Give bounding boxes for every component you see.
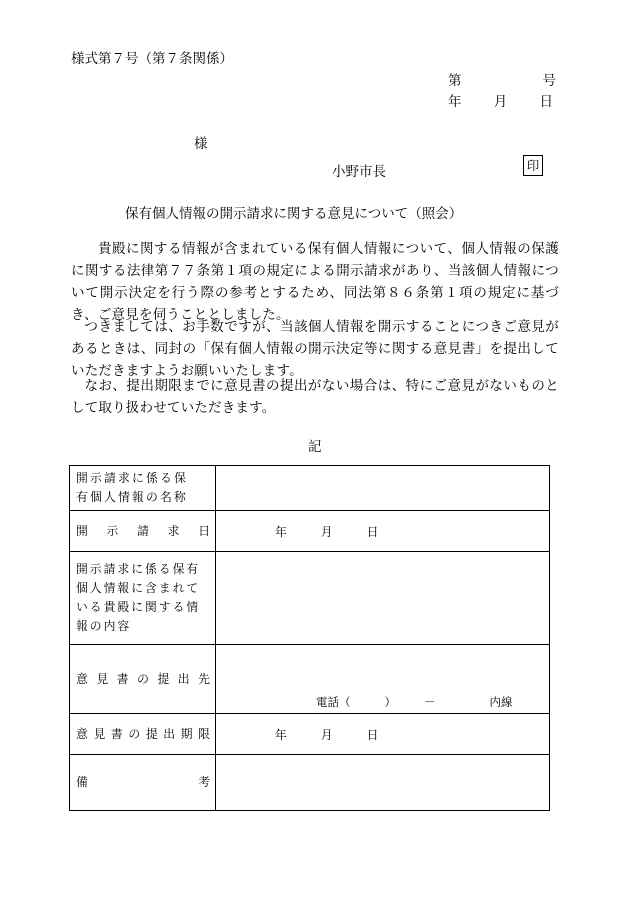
label-char: 書 — [110, 726, 123, 741]
submission-destination-field[interactable] — [216, 645, 550, 714]
date-year: 年 — [275, 727, 287, 742]
row-label — [70, 511, 216, 552]
label-char: 日 — [198, 523, 210, 538]
request-date-field[interactable] — [216, 511, 550, 552]
body-paragraph-3 — [71, 375, 559, 419]
label-char: 請 — [137, 523, 149, 538]
label-char: 備 — [76, 775, 88, 789]
paragraph-text: なお、提出期限までに意見書の提出がない場合は、特にご意見がないものとして取り扱わせていただきます。 — [71, 378, 559, 416]
phone-dash: － — [424, 695, 436, 709]
label-char: 見 — [96, 671, 109, 686]
number-suffix: 号 — [542, 73, 556, 89]
label-line: 開示請求に係る保 — [76, 471, 188, 485]
date-month: 月 — [320, 524, 333, 539]
seal-mark: 印 — [523, 155, 543, 176]
request-subject-field[interactable] — [216, 466, 550, 511]
label-char: 先 — [198, 671, 210, 686]
body-paragraph-2 — [71, 316, 559, 382]
label-char: 書 — [116, 671, 129, 686]
label-char: 開 — [76, 523, 88, 538]
date-year: 年 — [448, 94, 462, 110]
label-char: 示 — [106, 523, 119, 538]
issue-date-line — [448, 90, 553, 110]
label-char: 限 — [198, 726, 210, 741]
document-number-line — [448, 69, 556, 89]
date-month: 月 — [320, 727, 333, 742]
table-row-information-content — [70, 552, 550, 645]
row-label — [70, 714, 216, 755]
row-label — [70, 755, 216, 811]
section-heading: 記 — [308, 439, 322, 455]
label-char: 求 — [167, 523, 180, 538]
date-day: 日 — [539, 94, 553, 110]
date-day: 日 — [366, 524, 379, 539]
extension-label: 内線 — [489, 695, 513, 709]
label-char: 提 — [145, 726, 158, 741]
form-number: 様式第７号（第７条関係） — [71, 51, 233, 67]
addressee-honorific: 様 — [194, 136, 208, 152]
label-char: 意 — [76, 671, 88, 686]
table-row-request-date — [70, 511, 550, 552]
table-row-submission-destination — [70, 645, 550, 714]
paragraph-text: つきましては、お手数ですが、当該個人情報を開示することにつきご意見があるときは、同封の「保有個人情報の開示決定等に関する意見書」を提出していただきますようお願いいたします。 — [71, 319, 559, 379]
label-char: 意 — [76, 726, 88, 741]
row-label — [70, 645, 216, 714]
submission-deadline-field[interactable] — [216, 714, 550, 755]
label-char: 提 — [157, 671, 170, 686]
date-day: 日 — [366, 727, 379, 742]
label-char: 出 — [177, 671, 190, 686]
label-char: 出 — [163, 726, 176, 741]
date-year: 年 — [275, 524, 287, 539]
phone-line — [316, 694, 513, 710]
table-row-remarks — [70, 755, 550, 811]
number-prefix: 第 — [448, 73, 462, 89]
remarks-field[interactable] — [216, 755, 550, 811]
table-row-submission-deadline — [70, 714, 550, 755]
document-title: 保有個人情報の開示請求に関する意見について（照会） — [125, 206, 463, 222]
label-char: の — [128, 726, 141, 741]
label-text: 開示請求に係る保有個人情報に含まれている貴殿に関する情報の内容 — [76, 562, 201, 633]
record-table — [69, 465, 550, 811]
label-line: 有個人情報の名称 — [76, 490, 188, 504]
table-row-request-subject — [70, 466, 550, 511]
label-char: 見 — [93, 726, 106, 741]
row-label — [70, 552, 216, 645]
date-month: 月 — [493, 94, 508, 110]
label-char: 期 — [180, 726, 193, 741]
label-char: 考 — [198, 775, 210, 789]
paragraph-text: 貴殿に関する情報が含まれている保有個人情報について、個人情報の保護に関する法律第７７条第１項の規定による開示請求があり、当該個人情報について開示決定を行う際の参考とするため、同法第８６条第１項の規定に基づき、ご意見を伺うこととしました。 — [71, 241, 559, 323]
information-content-field[interactable] — [216, 552, 550, 645]
row-label — [70, 466, 216, 511]
body-paragraph-1 — [71, 238, 559, 326]
phone-close-paren: ） — [384, 695, 396, 709]
phone-label: 電話（ — [316, 695, 351, 709]
sender-name: 小野市長 — [332, 164, 386, 180]
label-char: の — [137, 671, 149, 686]
